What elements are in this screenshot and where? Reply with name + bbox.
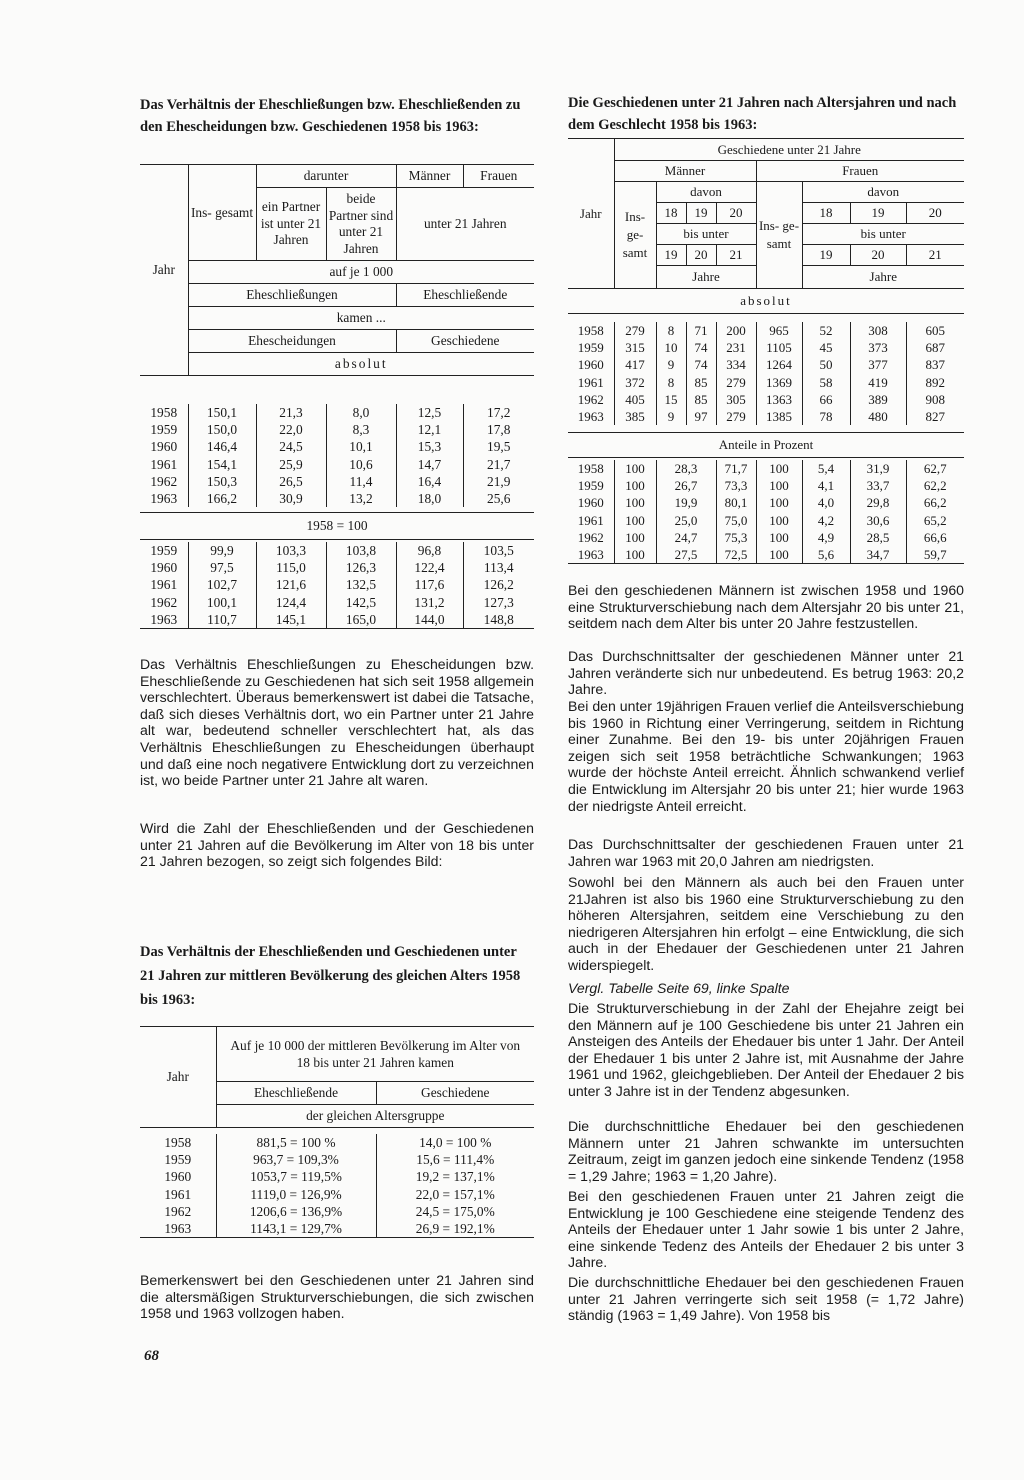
t2-cell: 881,5 = 100 %: [216, 1134, 376, 1151]
t1-idx-cell: 131,2: [396, 594, 463, 611]
t3-pct-cell: 100: [756, 494, 802, 511]
t3-abs-row: [568, 408, 964, 425]
t2-cell: 15,6 = 111,4%: [416, 1152, 495, 1168]
t3-insgesamt-f: Ins- ge- samt: [756, 182, 802, 289]
t2-head: Auf je 10 000 der mittleren Bevölkerung im Alter von 18 bis unter 21 Jahren kamen: [216, 1027, 534, 1082]
t1-idx-cell: 144,0: [396, 611, 463, 629]
t3-pct-cell: 5,4: [802, 460, 850, 477]
t3-pct-cell: 66,2: [923, 495, 947, 511]
t1-idx-cell: 124,4: [256, 594, 326, 611]
table1-heading: Das Verhältnis der Eheschließungen bzw. Eheschließenden zu den Ehescheidungen bzw. Geschiedenen 1958 bis 1963:: [140, 97, 521, 135]
right-paragraph-5: Sowohl bei den Männern als auch bei den Frauen unter 21Jahren ist also bis 1960 eine Strukturverschiebung zu den höheren Altersjahren, seitdem eine Verschiebung zu den niedrigeren Altersjahren hin erfolgt – eine Entwicklung, die sich auch in der Ehedauer der Geschiedenen unter 21 Jahren widerspiegelt.: [568, 874, 964, 973]
t1-abs-cell: 17,2: [487, 405, 511, 420]
t3-abs-row: [568, 356, 964, 373]
t1-insgesamt: Ins- gesamt: [188, 165, 256, 261]
t3-abs-cell: 97: [686, 408, 716, 425]
right-paragraph-10: Die durchschnittliche Ehedauer bei den geschiedenen Frauen unter 21 Jahren verringerte sich seit 1958 (= 1,72 Jahre) ständig (1963 = 1,49 Jahre). Von 1958 bis: [568, 1274, 964, 1324]
right-paragraph-9: Bei den geschiedenen Frauen unter 21 Jahren zeigt die Entwicklung je 100 Geschiedene eine steigende Tendenz des Anteils der Ehedauer unter 1 Jahr sowie 1 bis unter 2 Jahre, eine sinkende Tedenz des Anteils der Ehedauer 2 bis unter 3 Jahre.: [568, 1188, 964, 1271]
t3-abs-cell: 308: [850, 322, 906, 339]
t3-abs-cell: 1963: [568, 408, 614, 425]
t1-abs-cell: 150,1: [188, 404, 256, 421]
t1-abs-row: [140, 456, 534, 473]
t3-pct-cell: 1960: [568, 494, 614, 511]
t3-pct-cell: 100: [614, 529, 656, 546]
t1-abs-cell: 14,7: [396, 456, 463, 473]
t3-abs-cell: 908: [925, 391, 945, 407]
t3-pct-cell: 100: [756, 460, 802, 477]
t3-abs-cell: 45: [802, 339, 850, 356]
t2-cell: 26,9 = 192,1%: [415, 1221, 495, 1237]
t1-ein-partner: ein Partner ist unter 21 Jahren: [256, 188, 326, 261]
t3-f-20b: 20: [850, 245, 906, 266]
t1-idx-cell: 1961: [140, 576, 188, 593]
table-divorced-by-age: [568, 138, 964, 314]
t3-pct-cell: 4,1: [802, 477, 850, 494]
t3-abs-row: [568, 391, 964, 408]
t3-abs-cell: 334: [716, 356, 756, 373]
t1-idx-row: [140, 576, 534, 593]
t2-row: [140, 1168, 534, 1185]
t3-abs-cell: 1385: [756, 408, 802, 425]
t1-idx-cell: 126,2: [483, 577, 514, 593]
t2-cell: 19,2 = 137,1%: [415, 1169, 495, 1185]
t1-idx-cell: 110,7: [188, 611, 256, 629]
t1-abs-cell: 24,5: [256, 438, 326, 455]
t3-bis-unter-m: bis unter: [656, 224, 756, 245]
t1-idx-cell: 1962: [140, 594, 188, 611]
t3-pct-cell: 5,6: [802, 546, 850, 564]
t1-beide-partner: beide Partner sind unter 21 Jahren: [326, 188, 396, 261]
t3-abs-cell: 419: [850, 374, 906, 391]
t3-abs-cell: 231: [716, 339, 756, 356]
t3-pct-cell: 4,9: [802, 529, 850, 546]
t3-pct-cell: 73,3: [716, 477, 756, 494]
t3-pct-cell: 62,2: [923, 478, 947, 494]
t3-abs-row: [568, 374, 964, 391]
t3-abs-cell: 1105: [756, 339, 802, 356]
t2-cell: 14,0 = 100 %: [419, 1135, 492, 1150]
t2-row: [140, 1134, 534, 1151]
t3-abs-cell: 279: [614, 322, 656, 339]
t1-kamen: kamen ...: [336, 310, 386, 325]
right-paragraph-2: Das Durchschnittsalter der geschiedenen Männer unter 21 Jahren veränderte sich nur unbedeutend. Es betrug 1963: 20,2 Jahre.: [568, 648, 964, 698]
t1-abs-row: [140, 490, 534, 507]
t1-idx-cell: 121,6: [256, 576, 326, 593]
table2-heading: Das Verhältnis der Eheschließenden und Geschiedenen unter 21 Jahren zur mittleren Bevölkerung des gleichen Alters 1958 bis 1963:: [140, 944, 521, 1008]
t2-gleiche: der gleichen Altersgruppe: [306, 1108, 445, 1123]
t3-pct-cell: 100: [614, 546, 656, 564]
t3-pct-cell: 29,8: [850, 494, 906, 511]
t1-abs-cell: 146,4: [188, 438, 256, 455]
t3-absolut: absolut: [740, 293, 792, 308]
t1-idx-cell: 96,8: [396, 542, 463, 559]
t1-absolut: absolut: [334, 356, 388, 371]
t3-pct-cell: 34,7: [850, 546, 906, 564]
t2-cell: 1962: [140, 1203, 216, 1220]
t3-abs-cell: 1363: [756, 391, 802, 408]
t1-abs-cell: 1962: [140, 473, 188, 490]
t3-pct-cell: 100: [614, 494, 656, 511]
t1-abs-cell: 22,0: [256, 421, 326, 438]
t3-pct-cell: 1963: [568, 546, 614, 564]
t3-pct-cell: 24,7: [656, 529, 716, 546]
t3-abs-cell: 892: [925, 374, 945, 390]
t3-abs-cell: 71: [686, 322, 716, 339]
t3-abs-cell: 74: [686, 356, 716, 373]
page-number: 68: [144, 1348, 159, 1364]
t3-abs-cell: 279: [716, 374, 756, 391]
t1-abs-cell: 10,1: [326, 438, 396, 455]
t1-jahr: Jahr: [140, 165, 188, 376]
t3-davon-f: davon: [802, 182, 964, 203]
t2-row: [140, 1151, 534, 1168]
t1-idx-cell: 113,4: [483, 560, 514, 576]
t3-pct-cell: 1958: [568, 460, 614, 477]
table2-rows: [140, 1134, 534, 1238]
t1-abs-cell: 25,6: [487, 491, 511, 507]
left-paragraph-1: Das Verhältnis Eheschließungen zu Ehescheidungen bzw. Eheschließende zu Geschiedenen hat sich seit 1958 allgemein verschlechtert. Überaus bemerkenswert ist dabei die Tatsache, daß sich dieses Verhältnis dort, wo ein Partner unter 21 Jahre alt war, bedeutend schneller verschlechtert hat, als das Verhältnis Eheschließungen zu Ehescheidungen überhaupt und daß eine noch negativere Entwicklung dort zu verzeichnen ist, wo beide Partner unter 21 Jahre alt waren.: [140, 656, 534, 789]
t1-abs-cell: 30,9: [256, 490, 326, 507]
t3-pct-cell: 31,9: [850, 460, 906, 477]
t3-pct-row: [568, 477, 964, 494]
t3-pct-row: [568, 529, 964, 546]
t1-abs-cell: 13,2: [326, 490, 396, 507]
t2-row: [140, 1220, 534, 1238]
t3-abs-cell: 10: [656, 339, 686, 356]
t3-abs-cell: 8: [656, 374, 686, 391]
t2-row: [140, 1203, 534, 1220]
t3-abs-cell: 827: [925, 409, 945, 425]
table3-absolute-rows: [568, 322, 964, 425]
t3-pct-cell: 100: [756, 529, 802, 546]
t1-abs-cell: 1961: [140, 456, 188, 473]
t3-pct-cell: 25,0: [656, 512, 716, 529]
table-population-ratio: [140, 1026, 534, 1128]
t1-abs-cell: 10,6: [326, 456, 396, 473]
t3-abs-cell: 965: [756, 322, 802, 339]
t1-abs-cell: 21,3: [256, 404, 326, 421]
t3-abs-cell: 1961: [568, 374, 614, 391]
t2-cell: 24,5 = 175,0%: [415, 1203, 495, 1219]
t3-pct-row: [568, 512, 964, 529]
t1-abs-cell: 19,5: [487, 439, 511, 455]
t2-cell: 963,7 = 109,3%: [216, 1151, 376, 1168]
t1-ehescheidungen: Ehescheidungen: [188, 330, 396, 353]
t3-abs-cell: 8: [656, 322, 686, 339]
t1-abs-cell: 26,5: [256, 473, 326, 490]
t1-idx-cell: 115,0: [256, 559, 326, 576]
t3-pct-cell: 1959: [568, 477, 614, 494]
table3-heading: Die Geschiedenen unter 21 Jahren nach Altersjahren und nach dem Geschlecht 1958 bis 1963:: [568, 95, 957, 133]
t1-geschiedene: Geschiedene: [431, 333, 500, 348]
t1-idx-row: [140, 559, 534, 576]
t1-abs-cell: 1958: [140, 404, 188, 421]
t3-abs-cell: 1264: [756, 356, 802, 373]
t3-abs-cell: 279: [716, 408, 756, 425]
t3-insgesamt-m: Ins- ge- samt: [614, 182, 656, 289]
t2-row: [140, 1186, 534, 1203]
t3-m-18: 18: [656, 203, 686, 224]
t1-abs-cell: 166,2: [188, 490, 256, 507]
table1-absolute-rows: [140, 404, 534, 507]
t1-idx-cell: 1960: [140, 559, 188, 576]
t1-abs-cell: 12,1: [396, 421, 463, 438]
t3-abs-cell: 405: [614, 391, 656, 408]
t3-abs-cell: 58: [802, 374, 850, 391]
t3-pct-cell: 19,9: [656, 494, 716, 511]
t2-cell: 1119,0 = 126,9%: [216, 1186, 376, 1203]
left-paragraph-3: Bemerkenswert bei den Geschiedenen unter 21 Jahren sind die altersmäßigen Strukturverschiebungen, die sich zwischen 1958 und 1963 vollzogen haben.: [140, 1272, 534, 1322]
t1-idx-row: [140, 611, 534, 629]
t3-pct-cell: 72,5: [716, 546, 756, 564]
t3-m-20b: 20: [686, 245, 716, 266]
right-paragraph-3: Bei den unter 19jährigen Frauen verlief die Anteilsverschiebung bis 1960 in Richtung einer Verringerung, seitdem in Richtung einer Zunahme. Bei den 19- bis unter 20jährigen Frauen zeigen sich seit 1958 beträchtliche Schwankungen; 1963 wurde der höchste Anteil erreicht. Ähnlich schwankend verlief die Entwicklung im Altersjahr 20 bis unter 21; hier wurde 1963 der niedrigste Anteil erreicht.: [568, 698, 964, 814]
t1-idx-cell: 122,4: [396, 559, 463, 576]
t3-abs-cell: 373: [850, 339, 906, 356]
t1-abs-cell: 11,4: [326, 473, 396, 490]
t1-eheschliessungen: Eheschließungen: [188, 284, 396, 307]
t1-abs-cell: 21,9: [487, 473, 511, 489]
t1-abs-cell: 1960: [140, 438, 188, 455]
t3-f-18: 18: [802, 203, 850, 224]
t3-davon-m: davon: [656, 182, 756, 203]
t3-abs-cell: 50: [802, 356, 850, 373]
t3-pct-cell: 27,5: [656, 546, 716, 564]
t1-abs-cell: 150,3: [188, 473, 256, 490]
t1-abs-row: [140, 421, 534, 438]
t3-pct-cell: 65,2: [923, 512, 947, 528]
t1-auf-je: auf je 1 000: [329, 264, 394, 279]
t3-f-21: 21: [928, 247, 942, 262]
t3-m-19b: 19: [656, 245, 686, 266]
t3-pct-cell: 66,6: [923, 529, 947, 545]
t1-abs-cell: 21,7: [487, 456, 511, 472]
t1-abs-cell: 17,8: [487, 422, 511, 438]
t3-abs-cell: 66: [802, 391, 850, 408]
t3-pct-cell: 100: [614, 512, 656, 529]
t1-abs-cell: 16,4: [396, 473, 463, 490]
table1-base-row: [140, 512, 534, 540]
t3-pct-cell: 26,7: [656, 477, 716, 494]
t2-cell: 1963: [140, 1220, 216, 1238]
t3-jahre-m: Jahre: [656, 266, 756, 289]
t3-jahre-f: Jahre: [869, 269, 897, 284]
t3-top: Geschiedene unter 21 Jahre: [717, 141, 861, 157]
t3-pct-cell: 4,2: [802, 512, 850, 529]
t1-base: 1958 = 100: [306, 518, 368, 533]
t3-abs-cell: 1962: [568, 391, 614, 408]
t3-pct-cell: 75,3: [716, 529, 756, 546]
t1-abs-cell: 15,3: [396, 438, 463, 455]
t3-abs-row: [568, 322, 964, 339]
t1-idx-cell: 99,9: [188, 542, 256, 559]
left-paragraph-2: Wird die Zahl der Eheschließenden und der Geschiedenen unter 21 Jahren auf die Bevölkerung im Alter von 18 bis unter 21 Jahren bezogen, so zeigt sich folgendes Bild:: [140, 820, 534, 870]
t1-idx-cell: 103,5: [483, 543, 514, 558]
right-reference: Vergl. Tabelle Seite 69, linke Spalte: [568, 980, 790, 996]
t1-idx-cell: 103,8: [326, 542, 396, 559]
t3-anteile: Anteile in Prozent: [718, 437, 814, 452]
t3-m-19: 19: [686, 203, 716, 224]
t2-cell: 1143,1 = 129,7%: [216, 1220, 376, 1238]
t3-pct-cell: 1961: [568, 512, 614, 529]
t1-abs-cell: 25,9: [256, 456, 326, 473]
t3-abs-cell: 1960: [568, 356, 614, 373]
t3-bis-unter-f: bis unter: [860, 226, 906, 241]
t3-pct-cell: 100: [756, 546, 802, 564]
t1-idx-cell: 102,7: [188, 576, 256, 593]
t3-jahr: Jahr: [568, 139, 614, 289]
t1-idx-cell: 97,5: [188, 559, 256, 576]
t3-m-21: 21: [716, 245, 756, 266]
t3-abs-cell: 687: [925, 340, 945, 356]
t3-pct-cell: 28,3: [656, 460, 716, 477]
t1-idx-cell: 103,3: [256, 542, 326, 559]
t3-f-20: 20: [928, 205, 942, 220]
t3-abs-cell: 385: [614, 408, 656, 425]
t2-cell: 22,0 = 157,1%: [415, 1186, 495, 1202]
t1-abs-row: [140, 404, 534, 421]
table3-percent-rows: [568, 460, 964, 564]
t3-abs-cell: 315: [614, 339, 656, 356]
t3-abs-cell: 85: [686, 391, 716, 408]
t3-pct-row: [568, 460, 964, 477]
t3-abs-cell: 1369: [756, 374, 802, 391]
t3-abs-cell: 9: [656, 356, 686, 373]
t1-idx-cell: 100,1: [188, 594, 256, 611]
t3-abs-cell: 15: [656, 391, 686, 408]
t3-abs-cell: 200: [716, 322, 756, 339]
t3-abs-cell: 837: [925, 357, 945, 373]
t3-pct-cell: 100: [614, 477, 656, 494]
t1-idx-cell: 145,1: [256, 611, 326, 629]
t1-idx-cell: 142,5: [326, 594, 396, 611]
t1-abs-cell: 18,0: [396, 490, 463, 507]
t2-cell: 1961: [140, 1186, 216, 1203]
t2-cell: 1959: [140, 1151, 216, 1168]
t3-pct-cell: 59,7: [923, 547, 947, 563]
t3-abs-cell: 85: [686, 374, 716, 391]
t3-f-19: 19: [850, 203, 906, 224]
t3-abs-cell: 9: [656, 408, 686, 425]
t1-idx-cell: 132,5: [326, 576, 396, 593]
t2-cell: 1958: [140, 1134, 216, 1151]
t3-pct-cell: 62,7: [923, 461, 947, 476]
table3-share-heading: [568, 432, 964, 458]
t3-abs-cell: 389: [850, 391, 906, 408]
t2-jahr: Jahr: [140, 1027, 216, 1128]
t3-m-20: 20: [716, 203, 756, 224]
t3-pct-cell: 33,7: [850, 477, 906, 494]
right-paragraph-1: Bei den geschiedenen Männern ist zwischen 1958 und 1960 eine Strukturverschiebung nach dem Altersjahr 20 bis unter 21, seitdem nach dem Alter bis unter 20 Jahre festzustellen.: [568, 582, 964, 632]
t3-abs-cell: 305: [716, 391, 756, 408]
right-paragraph-4: Das Durchschnittsalter der geschiedenen Frauen unter 21 Jahren war 1963 mit 20,0 Jahren am niedrigsten.: [568, 836, 964, 869]
t3-pct-cell: 1962: [568, 529, 614, 546]
right-paragraph-7: Die Strukturverschiebung in der Zahl der Ehejahre zeigt bei den Männern auf je 100 Geschiedene bis unter 21 Jahren ein Ansteigen des Anteils der Ehedauer bis unter 1 Jahr. Der Anteil der Ehedauer 1 bis unter 2 Jahre ist, mit Ausnahme der Jahre 1961 und 1962, gleichgeblieben. Der Anteil der Ehedauer 2 bis unter 3 Jahre ist in der Tendenz abgesunken.: [568, 1000, 964, 1099]
t2-cell: 1960: [140, 1168, 216, 1185]
t3-pct-cell: 80,1: [716, 494, 756, 511]
t3-pct-cell: 28,5: [850, 529, 906, 546]
t3-frauen: Frauen: [842, 163, 879, 178]
t3-abs-cell: 480: [850, 408, 906, 425]
t2-geschiedene: Geschiedene: [421, 1085, 490, 1100]
t3-pct-cell: 100: [756, 512, 802, 529]
t2-cell: 1206,6 = 136,9%: [216, 1203, 376, 1220]
t3-abs-cell: 417: [614, 356, 656, 373]
t1-abs-cell: 1963: [140, 490, 188, 507]
t3-abs-cell: 372: [614, 374, 656, 391]
t1-abs-cell: 12,5: [396, 404, 463, 421]
t1-frauen: Frauen: [463, 165, 534, 188]
t1-idx-cell: 126,3: [326, 559, 396, 576]
t1-darunter: darunter: [256, 165, 396, 188]
t3-abs-cell: 605: [925, 323, 945, 338]
t1-eheschliessende: Eheschließende: [423, 287, 508, 302]
t1-idx-cell: 148,8: [483, 611, 514, 627]
t3-abs-cell: 1958: [568, 322, 614, 339]
t3-pct-row: [568, 494, 964, 511]
t2-cell: 1053,7 = 119,5%: [216, 1168, 376, 1185]
t1-idx-cell: 117,6: [396, 576, 463, 593]
table-marriage-divorce-ratio: [140, 164, 534, 376]
t1-abs-row: [140, 473, 534, 490]
t3-pct-cell: 4,0: [802, 494, 850, 511]
t1-abs-cell: 154,1: [188, 456, 256, 473]
t1-idx-cell: 165,0: [326, 611, 396, 629]
t1-idx-row: [140, 542, 534, 559]
t3-abs-cell: 52: [802, 322, 850, 339]
t3-pct-cell: 71,7: [716, 460, 756, 477]
t3-pct-cell: 30,6: [850, 512, 906, 529]
t3-pct-cell: 75,0: [716, 512, 756, 529]
t1-maenner: Männer: [396, 165, 463, 188]
t1-abs-cell: 150,0: [188, 421, 256, 438]
t1-abs-cell: 8,3: [326, 421, 396, 438]
t3-pct-cell: 100: [614, 460, 656, 477]
t3-f-19b: 19: [802, 245, 850, 266]
t1-idx-cell: 127,3: [483, 594, 514, 610]
t1-abs-cell: 8,0: [326, 404, 396, 421]
t1-idx-cell: 1963: [140, 611, 188, 629]
t3-abs-cell: 377: [850, 356, 906, 373]
t3-abs-cell: 1959: [568, 339, 614, 356]
t3-pct-row: [568, 546, 964, 564]
t1-idx-row: [140, 594, 534, 611]
t1-idx-cell: 1959: [140, 542, 188, 559]
right-paragraph-8: Die durchschnittliche Ehedauer bei den geschiedenen Männern unter 21 Jahren schwankte im untersuchten Zeitraum, zeigt im ganzen jedoch eine sinkende Tendenz (1958 = 1,29 Jahre; 1963 = 1,20 Jahre).: [568, 1118, 964, 1184]
t1-abs-cell: 1959: [140, 421, 188, 438]
t2-eheschliessende: Eheschließende: [216, 1082, 376, 1105]
t1-unter21: unter 21 Jahren: [423, 216, 507, 231]
t3-abs-cell: 78: [802, 408, 850, 425]
t3-abs-cell: 74: [686, 339, 716, 356]
t3-abs-row: [568, 339, 964, 356]
t3-pct-cell: 100: [756, 477, 802, 494]
t3-maenner: Männer: [614, 161, 756, 182]
t1-abs-row: [140, 438, 534, 455]
table1-index-rows: [140, 542, 534, 629]
